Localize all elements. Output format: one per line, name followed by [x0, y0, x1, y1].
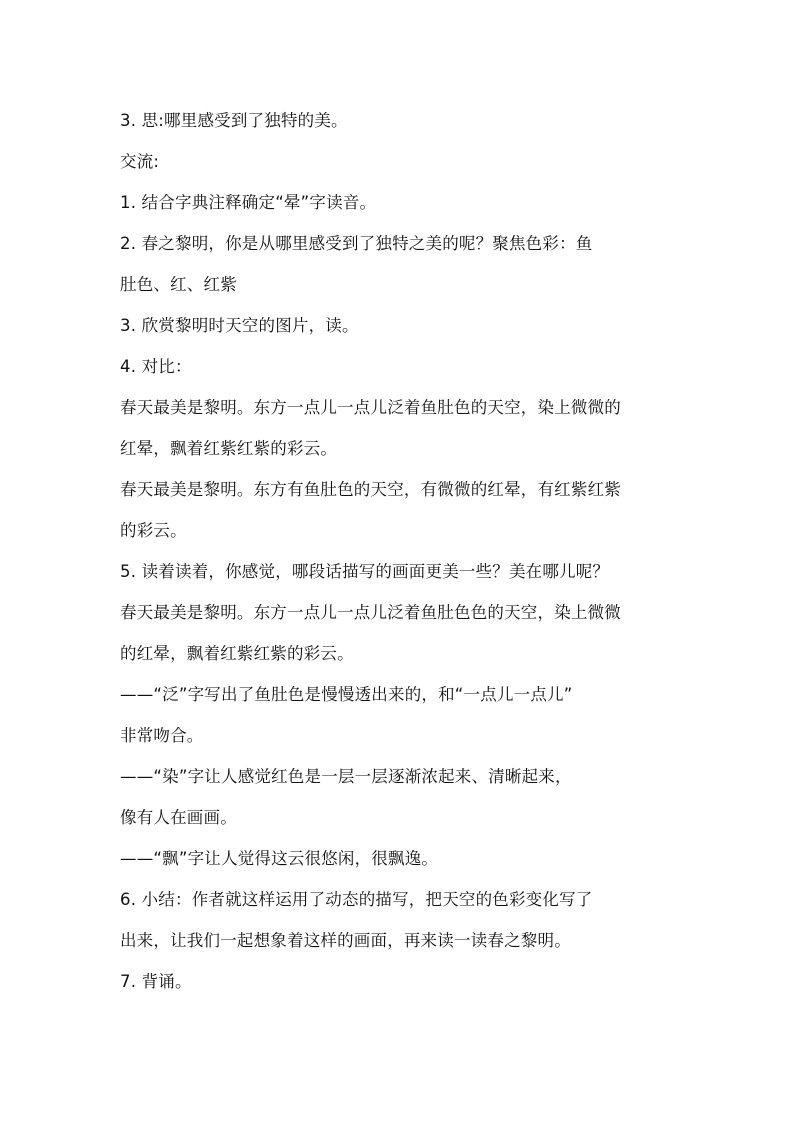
- text-line: 非常吻合。: [120, 726, 204, 745]
- text-line: 3. 思:哪里感受到了独特的美。: [120, 111, 348, 130]
- text-line: 交流:: [120, 152, 160, 171]
- document-body: [120, 100, 680, 1002]
- text-line: 1. 结合字典注释确定“晕”字读音。: [120, 193, 377, 212]
- text-line: 春天最美是黎明。东方有鱼肚色的天空，有微微的红晕，有红紫红紫: [120, 480, 621, 499]
- text-line: 春天最美是黎明。东方一点儿一点儿泛着鱼肚色色的天空，染上微微: [120, 603, 621, 622]
- text-line: 出来，让我们一起想象着这样的画面，再来读一读春之黎明。: [120, 931, 571, 950]
- text-line: 3. 欣赏黎明时天空的图片，读。: [120, 316, 359, 335]
- text-line: ——“飘”字让人觉得这云很悠闲，很飘逸。: [120, 849, 439, 868]
- text-line: ——“泛”字写出了鱼肚色是慢慢透出来的，和“一点儿一点儿”: [120, 685, 573, 704]
- text-line: 像有人在画画。: [120, 808, 237, 827]
- text-line: 7. 背诵。: [120, 972, 192, 991]
- text-line: 的彩云。: [120, 521, 187, 540]
- text-line: 的红晕，飘着红紫红紫的彩云。: [120, 644, 354, 663]
- text-line: 4. 对比：: [120, 357, 192, 376]
- text-line: 肚色、红、红紫: [120, 275, 237, 294]
- text-line: 春天最美是黎明。东方一点儿一点儿泛着鱼肚色的天空，染上微微的: [120, 398, 621, 417]
- text-line: 6. 小结：作者就这样运用了动态的描写，把天空的色彩变化写了: [120, 890, 593, 909]
- text-line: 5. 读着读着，你感觉，哪段话描写的画面更美一些？美在哪儿呢？: [120, 562, 610, 581]
- text-line: ——“染”字让人感觉红色是一层一层逐渐浓起来、清晰起来，: [120, 767, 572, 786]
- text-line: 红晕，飘着红紫红紫的彩云。: [120, 439, 338, 458]
- text-line: 2. 春之黎明，你是从哪里感受到了独特之美的呢？聚焦色彩：鱼: [120, 234, 593, 253]
